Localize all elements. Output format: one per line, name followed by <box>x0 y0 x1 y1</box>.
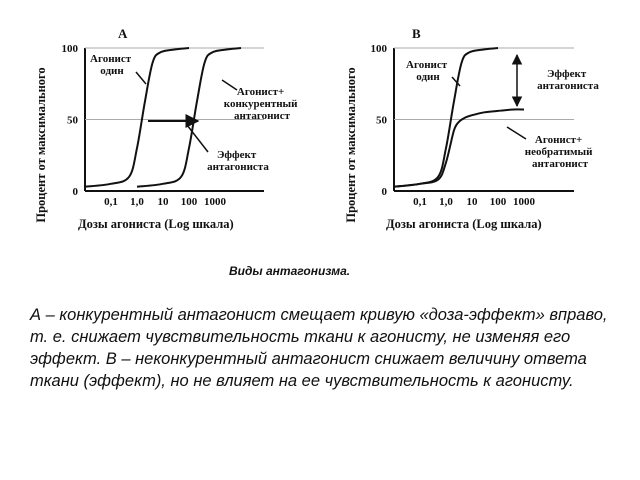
panel-a-x-tick-label: 1000 <box>204 196 226 208</box>
panel-b-antagonist-effect-label: Эффект антагониста <box>537 68 599 92</box>
panel-b-y-tick-label: 100 <box>370 43 387 55</box>
panel-a-competitive-antagonist-label: Агонист+ конкурентный антагонист <box>223 86 298 122</box>
panel-a-letter: A <box>118 26 128 41</box>
panel-b-x-tick-label: 0,1 <box>413 196 427 208</box>
panel-a-agonist-alone-label: Агонист один <box>90 53 132 77</box>
panel-a-x-tick-label: 100 <box>180 196 198 208</box>
panel-b-irreversible-antagonist-curve <box>394 109 524 186</box>
panel-b-x-tick-label: 1,0 <box>439 196 453 208</box>
panel-b-x-tick-label: 10 <box>466 196 478 208</box>
panel-a-y-tick-label: 100 <box>61 43 78 55</box>
panel-a-x-tick-label: 10 <box>157 196 169 208</box>
panel-a-antagonist-effect-label: Эффект антагониста <box>207 149 269 173</box>
panel-b-y-axis-title: Процент от максимального <box>344 67 358 223</box>
panel-b-irreversible-antagonist-pointer <box>507 127 526 139</box>
panel-a-y-tick-label: 0 <box>72 186 78 198</box>
panel-b-y-ticks <box>371 43 388 198</box>
panel-a-agonist-alone-pointer <box>136 72 146 84</box>
panel-a-y-ticks <box>62 43 79 198</box>
panel-a-x-axis-title: Дозы агониста (Log шкала) <box>78 217 234 231</box>
panel-b-x-tick-label: 1000 <box>513 196 535 208</box>
panel-b-irreversible-antagonist-label: Агонист+ необратимый антагонист <box>524 134 593 170</box>
panel-b-x-axis-title: Дозы агониста (Log шкала) <box>386 217 542 231</box>
panel-a-x-tick-label: 1,0 <box>130 196 144 208</box>
figure-caption-text: А – конкурентный антагонист смещает кривую «доза-эффект» вправо, т. е. снижает чувствительность ткани к агонисту, не изменяя его эффект. В – неконкурентный антагонист снижает величину ответа ткани (эффект), но не влияет на ее чувствительность к агонисту. <box>30 306 608 390</box>
figure-caption-title: Виды антагонизма. <box>229 264 351 278</box>
panel-a-x-tick-label: 0,1 <box>104 196 118 208</box>
panel-b-y-tick-label: 50 <box>376 114 387 127</box>
panel-b-y-tick-label: 0 <box>381 186 387 198</box>
panel-a-y-tick-label: 50 <box>67 114 78 127</box>
panel-b-x-tick-label: 100 <box>489 196 507 208</box>
panel-b-letter: B <box>412 26 421 41</box>
panel-b-x-ticks <box>413 196 535 208</box>
panel-b <box>344 26 599 231</box>
panel-a-competitive-antagonist-pointer <box>222 80 237 90</box>
panel-b-agonist-alone-label: Агонист один <box>406 59 448 83</box>
panel-a-x-ticks <box>104 196 226 208</box>
panel-a-y-axis-title: Процент от максимального <box>34 67 48 223</box>
panel-a <box>34 26 300 231</box>
